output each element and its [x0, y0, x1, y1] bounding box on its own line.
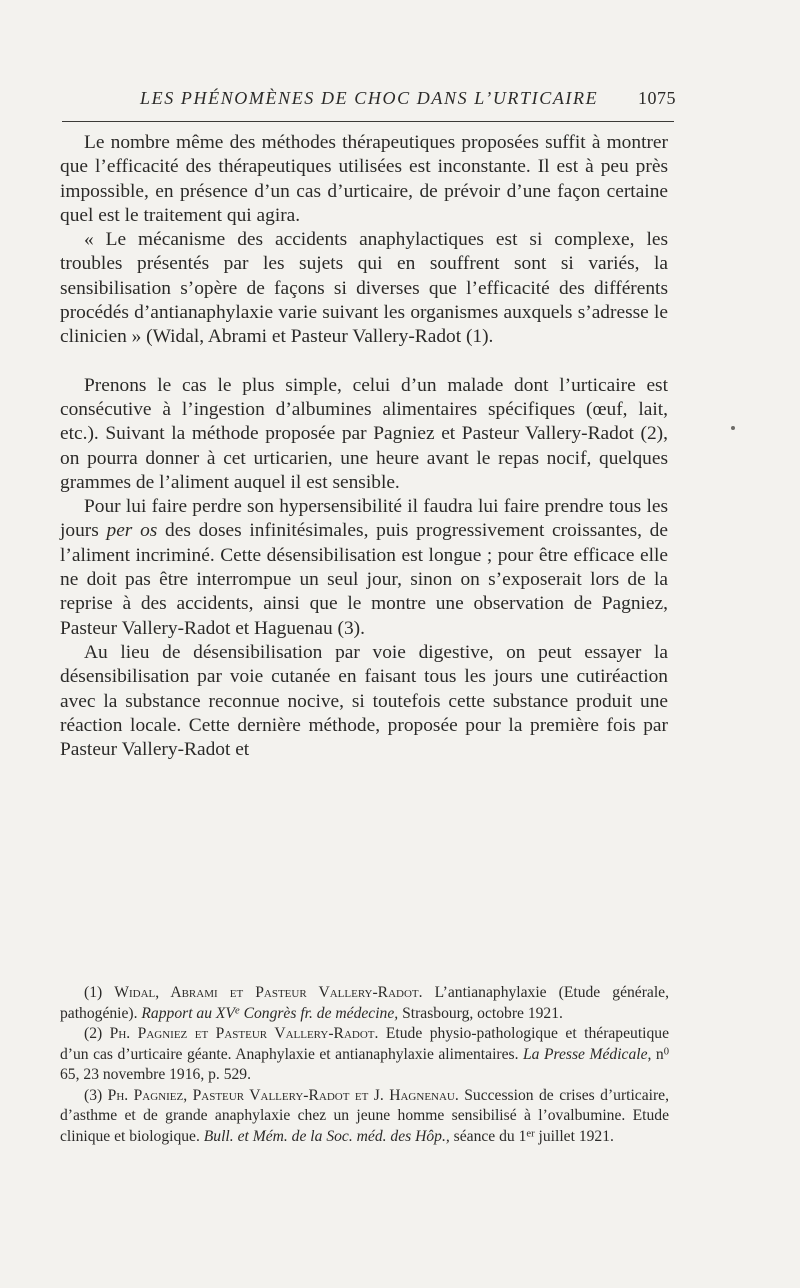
page-number: 1075 [638, 88, 676, 108]
footnote-authors: Widal, Abrami et Pasteur Vallery-Radot. [114, 984, 423, 1001]
footnote-tail: 65, 23 novembre 1916, p. 529. [60, 1066, 252, 1083]
footnote-text: Etude physio-pathologique et thérapeutique d’un cas d’urticaire géante. Anaphylaxie et antianaphylaxie alimentaires. [60, 1025, 670, 1063]
footnote-tail: séance du 1 [449, 1127, 527, 1145]
footnote-italic: La Presse Médicale, [523, 1045, 652, 1063]
p4-italic-per-os: per os [106, 520, 158, 542]
footnote-tail: juillet 1921. [534, 1127, 614, 1145]
footnote-italic: Rapport au XV [141, 1004, 235, 1022]
footnote-text: L’antianaphylaxie (Etude générale, pathogénie). [60, 984, 669, 1022]
footnote-number: (1) [84, 984, 103, 1001]
footnote-authors: Ph. Pagniez, Pasteur Vallery-Radot et J. Hagnenau. [107, 1086, 459, 1104]
paper-speck [731, 426, 735, 430]
running-header [62, 88, 676, 114]
footnote-tail: n [651, 1045, 664, 1063]
paragraph-efficacite: Le nombre même des méthodes thérapeutiques proposées suffit à montrer que l’efficacité des thérapeutiques utilisées est inconstante. Il est à peu près impossible, en présence d’un cas d’urticaire, de prévoir d’une façon certaine quel est le traitement qui agira. [60, 132, 668, 226]
footnote-superscript: 0 [663, 1046, 670, 1058]
p4-text-after: des doses infinitésimales, puis progressivement croissantes, de l’aliment incriminé. Cette désensibilisation est longue ; pour être efficace elle ne doit pas être interrompue un seul jour, sinon on s’exposerait lors de la reprise à des accidents, ainsi que le montre une observation de Pagniez, Pasteur Vallery-Radot et Haguenau (3). [60, 520, 668, 639]
main-text [60, 131, 668, 762]
footnote-3 [60, 1086, 669, 1148]
footnote-text: Succession de crises d’urticaire, d’asthme et de grande anaphylaxie chez un jeune homme sensibilisé à l’ovalbumine. Etude clinique et biologique. [60, 1086, 669, 1145]
running-title: LES PHÉNOMÈNES DE CHOC DANS L’URTICAIRE [140, 88, 599, 108]
footnote-tail: Strasbourg, octobre 1921. [398, 1004, 563, 1022]
footnote-1 [60, 983, 669, 1024]
footnote-superscript: er [526, 1128, 535, 1140]
footnote-authors: Ph. Pagniez et Pasteur Vallery-Radot. [109, 1025, 379, 1042]
paragraph-hypersensibilite [60, 495, 668, 641]
p4-text-before: Pour lui faire perdre son hypersensibilité il faudra lui faire prendre tous les jours [60, 496, 668, 542]
footnote-italic: Congrès fr. de médecine, [239, 1004, 399, 1022]
footnote-number: (3) [84, 1086, 103, 1104]
paragraph-voie-cutanee: Au lieu de désensibilisation par voie digestive, on peut essayer la désensibilisation par voie cutanée en faisant tous les jours une cutiréaction avec la substance reconnue nocive, si toutefois cette substance produit une réaction locale. Cette dernière méthode, proposée pour la première fois par Pasteur Vallery-Radot et [60, 641, 668, 761]
paragraph-cas-simple: Prenons le cas le plus simple, celui d’un malade dont l’urticaire est consécutive à l’ingestion d’albumines alimentaires spécifiques (œuf, lait, etc.). Suivant la méthode proposée par Pagniez et Pasteur Vallery-Radot (2), on pourra donner à cet urticarien, une heure avant le repas nocif, quelques grammes de l’aliment auquel il est sensible. [60, 374, 668, 493]
footnote-number: (2) [84, 1025, 103, 1042]
footnote-italic: Bull. et Mém. de la Soc. méd. des Hôp., [203, 1127, 450, 1145]
footnotes [60, 983, 669, 1147]
footnote-superscript: e [234, 1005, 240, 1017]
paragraph-citation-widal: « Le mécanisme des accidents anaphylactiques est si complexe, les troubles présentés par les sujets qui en souffrent sont si variés, la sensibilisation s’opère de façons si diverses que l’efficacité des différents procédés d’antianaphylaxie varie suivant les organismes auxquels s’adresse le clinicien » (Widal, Abrami et Pasteur Vallery-Radot (1). [60, 229, 668, 348]
footnote-2 [60, 1024, 669, 1086]
header-rule [62, 121, 674, 122]
